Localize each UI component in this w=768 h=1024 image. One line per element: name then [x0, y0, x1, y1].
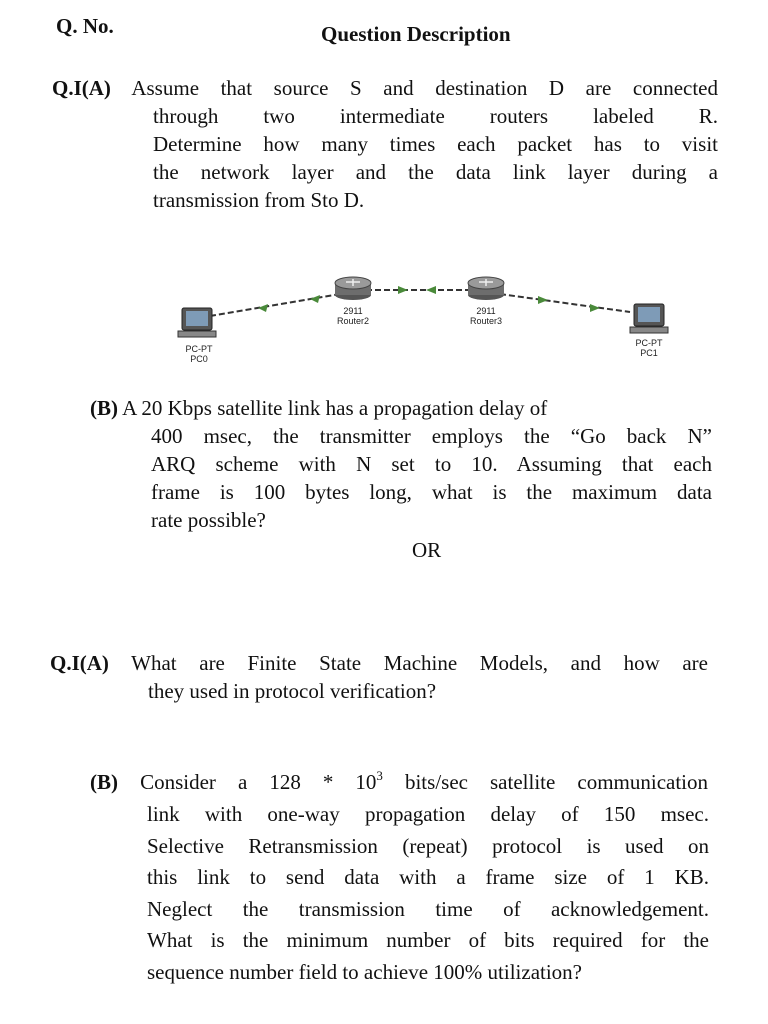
q1a-line-2: through two intermediate routers labeled R. — [153, 104, 718, 128]
q2a-body — [148, 677, 708, 705]
q1b-line-4: frame is 100 bytes long, what is the maximum data — [151, 480, 712, 504]
q1b-body — [151, 422, 712, 534]
router2-icon — [335, 277, 371, 300]
q1a-body — [153, 102, 718, 214]
q2b-line-7: sequence number field to achieve 100% utilization? — [147, 959, 583, 984]
q2b-body — [147, 799, 709, 988]
q2b-line-2: link with one-way propagation delay of 150 msec. — [147, 802, 709, 826]
router3-label: 2911 Router3 — [469, 306, 503, 326]
q1b-first-line — [90, 394, 690, 422]
q1b-label: (B) — [90, 396, 118, 420]
question-description-header: Question Description — [321, 22, 511, 46]
q1a-line-4: the network layer and the data link layer during a — [153, 160, 718, 184]
pc0-icon — [178, 308, 216, 337]
q1b-line-5: rate possible? — [151, 508, 266, 532]
q2a-first-line — [50, 649, 708, 677]
q1a-first-line — [52, 74, 718, 102]
q1a-line-1: Assume that source S and destination D are connected — [131, 76, 718, 100]
q1a-line-3: Determine how many times each packet has to visit — [153, 132, 718, 156]
q2b-line-6: What is the minimum number of bits required for the — [147, 928, 709, 952]
network-links — [170, 268, 690, 380]
q2b-line-1-pre: Consider a 128 * 10 — [140, 770, 377, 794]
router3-icon — [468, 277, 504, 300]
q1b-line-3: ARQ scheme with N set to 10. Assuming that each — [151, 452, 712, 476]
q2b-label: (B) — [90, 770, 118, 794]
q2b-line-1-post: bits/sec satellite communication — [382, 770, 709, 794]
q1a-line-5: transmission from Sto D. — [153, 188, 365, 212]
q1b-line-1: A 20 Kbps satellite link has a propagation delay of — [122, 396, 548, 420]
network-diagram — [170, 268, 690, 380]
pc0-label: PC-PT PC0 — [185, 344, 213, 364]
q2a-label: Q.I(A) — [50, 651, 109, 675]
q2b-first-line — [90, 767, 708, 799]
q2b-line-4: this link to send data with a frame size of 1 KB. — [147, 865, 709, 889]
q2b-line-5: Neglect the transmission time of acknowledgement. — [147, 896, 709, 921]
q1a-label: Q.I(A) — [52, 76, 111, 100]
router2-label: 2911 Router2 — [336, 306, 370, 326]
q2b-line-3: Selective Retransmission (repeat) protocol is used on — [147, 833, 709, 858]
q2a-line-1: What are Finite State Machine Models, and how are — [131, 651, 708, 675]
q2a-line-2: they used in protocol verification? — [148, 679, 437, 703]
pc1-icon — [630, 304, 668, 333]
q2b-exponent: 3 — [376, 768, 383, 783]
pc1-label: PC-PT PC1 — [635, 338, 663, 358]
qno-header: Q. No. — [56, 14, 114, 38]
q1b-line-2: 400 msec, the transmitter employs the “Go back N” — [151, 424, 712, 448]
or-separator: OR — [412, 538, 442, 562]
